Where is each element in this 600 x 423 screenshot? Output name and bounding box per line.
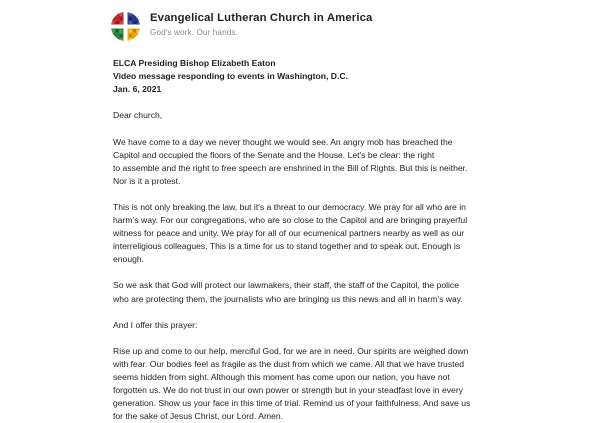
paragraph-threat-to-democracy (113, 201, 493, 266)
paragraph-line: to assemble and the right to free speech are enshrined in the Bill of Rights. But this is neither. (113, 162, 468, 173)
paragraph-line: Rise up and come to our help, merciful God, for we are in need. Our spirits are weighed down (113, 345, 469, 356)
paragraph-prayer (113, 345, 493, 423)
paragraph-line: witness for peace and unity. We pray for all of our ecumenical partners nearby as well as our (113, 228, 465, 239)
brand-wordmark (150, 10, 373, 37)
paragraph-line: with fear. Our bodies feel as fragile as the dust from which we came. All that we have trusted (113, 358, 465, 369)
elca-cross-circle-logo-icon (110, 11, 141, 42)
elca-brand-header (110, 10, 373, 42)
paragraph-line: generation. Show us your face in this time of trial. Remind us of your faithfulness. And save us (113, 398, 471, 409)
paragraph-line: seems hidden from sight. Although this moment has come upon our nation, you have not (113, 371, 450, 382)
paragraph-protect-lawmakers (113, 279, 493, 305)
paragraph-line: harm’s way. For our congregations, who are so close to the Capitol and are bringing prayerful (113, 215, 468, 226)
title-line-subject: Video message responding to events in Washington, D.C. (113, 71, 348, 82)
paragraph-breached-capitol (113, 136, 493, 188)
letter-salutation: Dear church, (113, 110, 163, 121)
paragraph-line: Capitol and occupied the floors of the Senate and the House. Let's be clear: the right (113, 149, 435, 160)
paragraph-line: We have come to a day we never thought we would see. An angry mob has breached the (113, 136, 453, 147)
paragraph-line: And I offer this prayer: (113, 319, 198, 330)
paragraph-line: for the sake of Jesus Christ, our Lord. Amen. (113, 411, 284, 422)
paragraph-prayer-intro (113, 319, 493, 332)
organization-tagline: God's work. Our hands. (150, 27, 238, 37)
organization-name: Evangelical Lutheran Church in America (150, 12, 373, 24)
paragraph-line: interreligious colleagues. This is a time for us to stand together and to speak out. Enough is (113, 241, 461, 252)
paragraph-line: This is not only breaking the law, but it's a threat to our democracy. We pray for all who are in (113, 201, 466, 212)
letter-title-block (113, 57, 493, 96)
title-line-bishop: ELCA Presiding Bishop Elizabeth Eaton (113, 58, 276, 68)
paragraph-line: forgotten us. We do not trust in our own power or strength but in your steadfast love in every (113, 384, 463, 395)
letter-body (113, 57, 493, 423)
paragraph-line: who are protecting them, the journalists who are bringing us this news and all in harm’s way. (113, 293, 463, 304)
title-line-date: Jan. 6, 2021 (113, 84, 162, 95)
paragraph-line: So we ask that God will protect our lawmakers, their staff, the staff of the Capitol, the police (113, 280, 459, 291)
paragraph-line: Nor is it a protest. (113, 175, 181, 186)
paragraph-line: enough. (113, 254, 145, 265)
